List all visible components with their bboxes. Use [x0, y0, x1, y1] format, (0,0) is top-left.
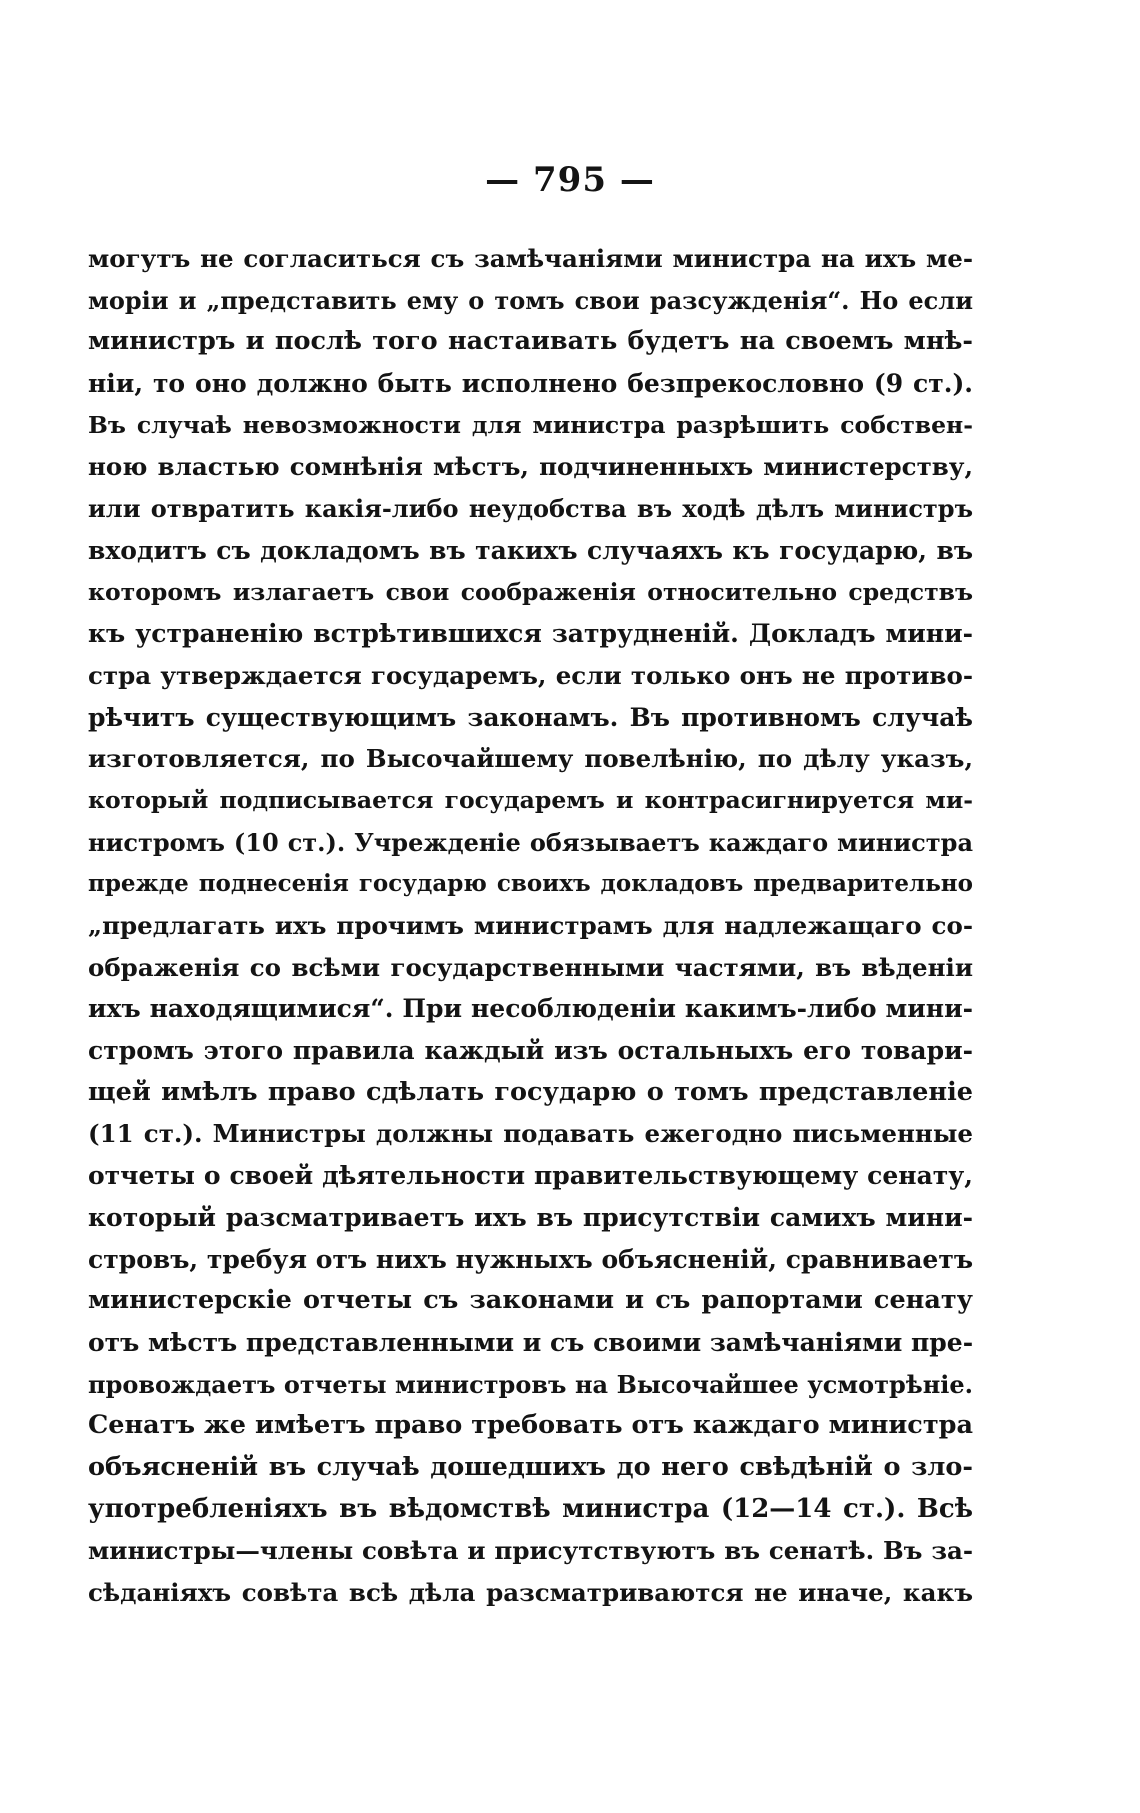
text-line: изготовляется, по Высочайшему повелѣнію, по дѣлу указъ,	[88, 744, 973, 774]
page-number: — 795 —	[485, 160, 655, 200]
text-line: объясненій въ случаѣ дошедшихъ до него свѣдѣній о зло-	[88, 1451, 973, 1482]
text-line: министры—члены совѣта и присутствуютъ въ сенатѣ. Въ за-	[88, 1536, 973, 1566]
text-line: моріи и „представить ему о томъ свои разсужденія“. Но если	[88, 285, 973, 315]
text-line: провождаетъ отчеты министровъ на Высочайшее усмотрѣніе.	[88, 1369, 973, 1399]
text-line: стровъ, требуя отъ нихъ нужныхъ объясненій, сравниваетъ	[88, 1244, 973, 1274]
text-line: ихъ находящимися“. При несоблюденіи какимъ-либо мини-	[88, 994, 973, 1024]
text-line: сѣданіяхъ совѣта всѣ дѣла разсматриваются не иначе, какъ	[88, 1578, 973, 1607]
text-line: употребленіяхъ въ вѣдомствѣ министра (12—14 ст.). Всѣ	[88, 1493, 973, 1524]
text-line: нистромъ (10 ст.). Учрежденіе обязываетъ каждаго министра	[88, 827, 973, 857]
text-line: могутъ не согласиться съ замѣчаніями министра на ихъ ме-	[88, 244, 973, 273]
text-line: рѣчитъ существующимъ законамъ. Въ противномъ случаѣ	[88, 702, 973, 732]
text-line: которомъ излагаетъ свои соображенія относительно средствъ	[88, 577, 973, 606]
text-line: стра утверждается государемъ, если только онъ не противо-	[88, 660, 973, 690]
body-text	[88, 238, 973, 1614]
text-line: „предлагать ихъ прочимъ министрамъ для надлежащаго со-	[88, 911, 973, 940]
text-line: который подписывается государемъ и контрасигнируется ми-	[88, 785, 973, 814]
text-line: стромъ этого правила каждый изъ остальныхъ его товари-	[88, 1036, 973, 1066]
text-line: Въ случаѣ невозможности для министра разрѣшить собствен-	[88, 410, 973, 439]
text-line: министръ и послѣ того настаивать будетъ на своемъ мнѣ-	[88, 326, 973, 357]
text-line: отъ мѣстъ представленными и съ своими замѣчаніями пре-	[88, 1327, 974, 1357]
text-line: ною властью сомнѣнія мѣстъ, подчиненныхъ министерству,	[88, 452, 973, 482]
text-line: или отвратить какія-либо неудобства въ ходѣ дѣлъ министръ	[88, 494, 973, 524]
text-line: отчеты о своей дѣятельности правительствующему сенату,	[88, 1161, 973, 1191]
text-line: ніи, то оно должно быть исполнено безпрекословно (9 ст.).	[88, 369, 973, 399]
text-line: (11 ст.). Министры должны подавать ежегодно письменные	[88, 1119, 973, 1149]
text-line: Сенатъ же имѣетъ право требовать отъ каждаго министра	[88, 1410, 973, 1441]
text-line: прежде поднесенія государю своихъ докладовъ предварительно	[88, 870, 973, 898]
text-line: министерскіе отчеты съ законами и съ рапортами сенату	[88, 1285, 973, 1316]
text-line: щей имѣлъ право сдѣлать государю о томъ представленіе	[88, 1076, 973, 1107]
text-line: ображенія со всѣми государственными частями, въ вѣденіи	[88, 952, 973, 982]
text-line: къ устраненію встрѣтившихся затрудненій. Докладъ мини-	[88, 619, 973, 649]
text-line: входитъ съ докладомъ въ такихъ случаяхъ къ государю, въ	[88, 535, 973, 565]
text-line: который разсматриваетъ ихъ въ присутствіи самихъ мини-	[88, 1202, 973, 1232]
